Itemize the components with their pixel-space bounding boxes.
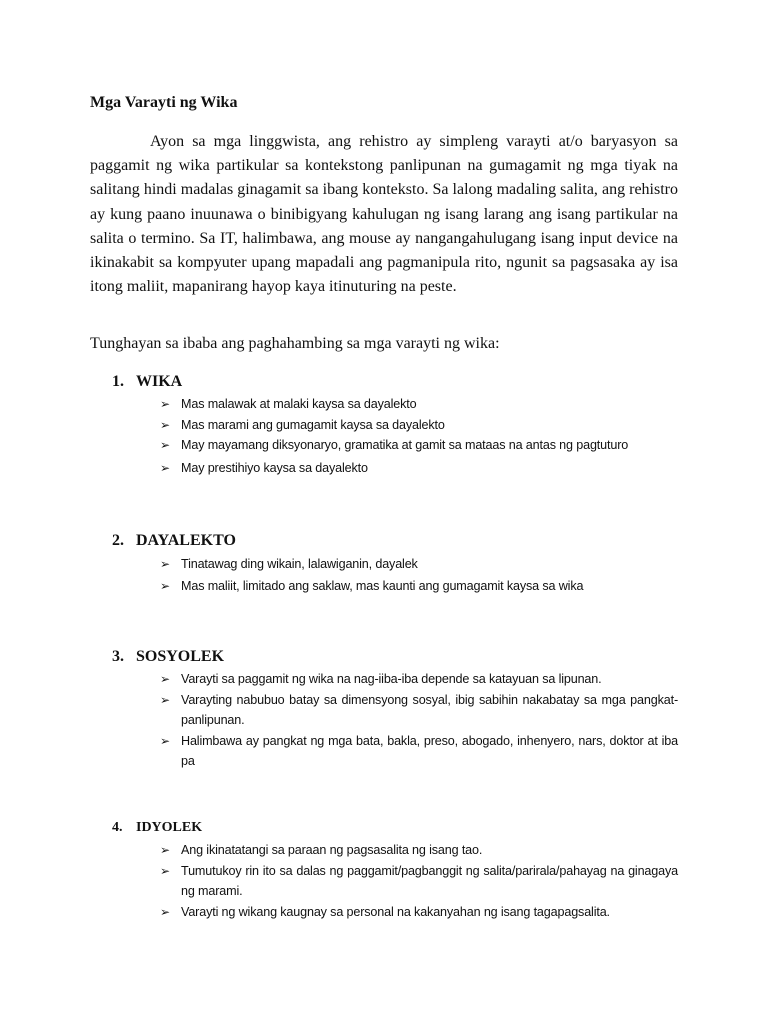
arrow-bullet-icon: ➢ [160,438,170,452]
section-number: 3. [112,648,124,665]
list-item: ➢ Varayti ng wikang kaugnay sa personal na kakanyahan ng isang tagapagsalita. [160,902,678,923]
section-heading [112,373,182,391]
section-title: DAYALEKTO [136,532,236,549]
section-list [160,394,678,478]
section-list [160,840,678,922]
list-item: ➢ Mas malawak at malaki kaysa sa dayalekto [160,394,678,415]
section-heading [112,820,202,836]
section-number: 1. [112,373,124,390]
section-number: 2. [112,532,124,549]
arrow-bullet-icon: ➢ [160,733,170,748]
section-heading [112,648,224,666]
list-item: ➢ May prestihiyo kaysa sa dayalekto [160,458,678,479]
section-title: SOSYOLEK [136,648,225,665]
arrow-bullet-icon: ➢ [160,692,170,707]
arrow-bullet-icon: ➢ [160,460,170,475]
arrow-bullet-icon: ➢ [160,557,170,571]
arrow-bullet-icon: ➢ [160,843,170,857]
list-item: ➢ Varayting nabubuo batay sa dimensyong sosyal, ibig sabihin nakabatay sa mga pangkat-panlipunan. [160,690,678,731]
document-title: Mga Varayti ng Wika [90,94,238,111]
intro-paragraph: Ayon sa mga linggwista, ang rehistro ay simpleng varayti at/o baryasyon sa paggamit ng wika partikular sa kontekstong panlipunan na gumagamit ng mga tiyak na salitang hindi madalas ginagamit sa ibang konteksto. Sa lalong madaling salita, ang rehistro ay kung paano inuunawa o binibigyang kahulugan ng isang larang ang isang partikular na salita o termino. Sa IT, halimbawa, ang mouse ay nangangahulugang isang input device na ikinakabit sa kompyuter upang mapadali ang pagmanipula rito, ngunit sa pagsasaka ay isa itong maliit, mapanirang hayop kaya itinuturing na peste. [90,133,678,296]
section-list [160,554,678,596]
arrow-bullet-icon: ➢ [160,417,170,432]
comparison-lead: Tunghayan sa ibaba ang paghahambing sa mga varayti ng wika: [90,335,500,352]
section-heading [112,532,236,550]
section-title: IDYOLEK [136,820,203,835]
arrow-bullet-icon: ➢ [160,397,170,411]
section-list [160,669,678,772]
arrow-bullet-icon: ➢ [160,863,170,878]
arrow-bullet-icon: ➢ [160,672,170,686]
list-item: ➢ Mas marami ang gumagamit kaysa sa dayalekto [160,415,678,436]
list-item: ➢ Mas maliit, limitado ang saklaw, mas kaunti ang gumagamit kaysa sa wika [160,576,678,597]
arrow-bullet-icon: ➢ [160,578,170,593]
list-item: ➢ Varayti sa paggamit ng wika na nag-iiba-iba depende sa katayuan sa lipunan. [160,669,678,690]
section-title: WIKA [136,373,183,390]
section-number: 4. [112,820,123,835]
list-item: ➢ Halimbawa ay pangkat ng mga bata, bakla, preso, abogado, inhenyero, nars, doktor at iba pa [160,731,678,772]
list-item: ➢ May mayamang diksyonaryo, gramatika at gamit sa mataas na antas ng pagtuturo [160,435,678,456]
list-item: ➢ Ang ikinatatangi sa paraan ng pagsasalita ng isang tao. [160,840,678,861]
list-item: ➢ Tumutukoy rin ito sa dalas ng paggamit/pagbanggit ng salita/parirala/pahayag na ginagaya ng marami. [160,861,678,902]
arrow-bullet-icon: ➢ [160,904,170,919]
list-item: ➢ Tinatawag ding wikain, lalawiganin, dayalek [160,554,678,575]
